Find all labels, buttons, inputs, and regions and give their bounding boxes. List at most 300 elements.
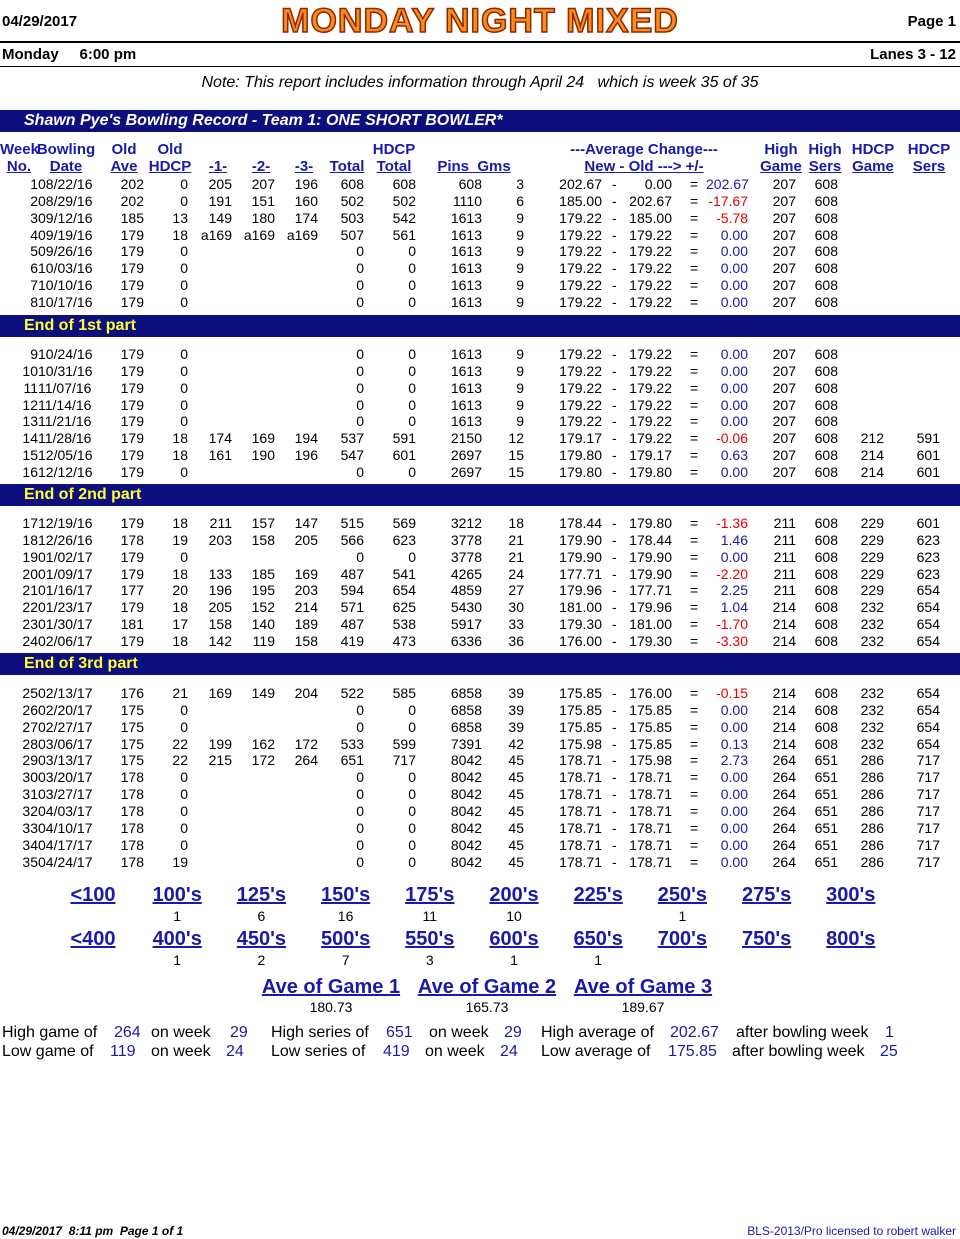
cell-4: 196 (208, 582, 232, 599)
cell-15: 608 (814, 176, 838, 192)
cell-15: 608 (814, 582, 838, 599)
cell-1: 12/19/16 (38, 515, 93, 531)
equals-sign: = (690, 226, 699, 243)
cell-1: 02/06/17 (38, 632, 93, 649)
cell-4: 149 (208, 209, 232, 226)
series-bucket-label: 500's (320, 928, 371, 950)
cell-7: 0 (356, 548, 364, 565)
cell-13: -3.30 (716, 632, 748, 649)
cell-4: 205 (208, 176, 232, 192)
cell-12: 177.71 (629, 582, 672, 599)
cell-7: 0 (356, 853, 364, 870)
cell-3: 0 (180, 277, 188, 294)
cell-15: 608 (814, 413, 838, 430)
cell-2: 179 (120, 226, 144, 243)
low-average-week: 25 (880, 1043, 898, 1060)
cell-17: 717 (916, 853, 940, 870)
cell-17: 717 (916, 752, 940, 769)
cell-9: 1613 (450, 379, 482, 396)
cell-12: 179.90 (629, 565, 672, 582)
equals-sign: = (690, 769, 699, 786)
cell-4: 199 (208, 735, 232, 752)
col-game2: -2- (251, 158, 271, 175)
cell-8: 0 (408, 853, 416, 870)
cell-2: 177 (120, 582, 144, 599)
cell-2: 179 (120, 447, 144, 464)
cell-9: 1613 (450, 260, 482, 277)
table-row (0, 786, 960, 803)
cell-5: 119 (252, 632, 275, 649)
cell-5: 162 (251, 735, 275, 752)
cell-13: 202.67 (706, 176, 749, 192)
cell-2: 178 (120, 786, 144, 803)
cell-10: 45 (508, 853, 524, 870)
cell-0: 19 (22, 548, 38, 565)
cell-12: 176.00 (629, 685, 672, 701)
cell-17: 717 (916, 802, 940, 819)
cell-9: 6858 (450, 701, 482, 718)
cell-16: 232 (860, 735, 884, 752)
cell-13: 0.00 (720, 718, 748, 735)
part-end-label: End of 2nd part (24, 486, 142, 503)
cell-13: -1.70 (716, 616, 748, 633)
cell-2: 179 (120, 599, 144, 616)
cell-7: 0 (356, 802, 364, 819)
minus-sign: - (612, 769, 617, 786)
cell-10: 21 (508, 531, 524, 548)
table-row (0, 566, 960, 583)
cell-1: 03/13/17 (38, 752, 93, 769)
cell-15: 608 (814, 209, 838, 226)
cell-14: 207 (772, 192, 796, 209)
minus-sign: - (612, 277, 617, 294)
cell-9: 2150 (450, 430, 482, 447)
cell-2: 179 (120, 413, 144, 430)
cell-5: 169 (251, 430, 275, 447)
cell-12: 178.71 (629, 853, 672, 870)
table-row (0, 582, 960, 599)
cell-3: 0 (180, 701, 188, 718)
cell-1: 09/19/16 (38, 226, 93, 243)
cell-15: 608 (814, 515, 838, 531)
col-pins-games: Pins Gms (437, 158, 511, 175)
equals-sign: = (690, 786, 699, 803)
low-series-value: 419 (383, 1043, 410, 1060)
cell-14: 214 (772, 599, 796, 616)
cell-10: 9 (516, 396, 524, 413)
cell-16: 232 (860, 616, 884, 633)
cell-13: 0.00 (720, 836, 748, 853)
cell-13: 0.00 (720, 293, 748, 310)
cell-3: 0 (180, 819, 188, 836)
equals-sign: = (690, 685, 699, 701)
equals-sign: = (690, 396, 699, 413)
cell-3: 18 (172, 599, 188, 616)
minus-sign: - (612, 413, 617, 430)
table-row (0, 227, 960, 244)
table-row (0, 702, 960, 719)
part-end-bar (0, 653, 960, 675)
cell-9: 8042 (450, 819, 482, 836)
cell-1: 03/06/17 (38, 735, 93, 752)
cell-10: 24 (508, 565, 524, 582)
cell-2: 179 (120, 632, 144, 649)
cell-9: 1613 (450, 243, 482, 260)
cell-8: 473 (392, 632, 416, 649)
col-hdcp-game: HDCP Game (851, 141, 895, 175)
series-bucket-count: 1 (173, 952, 182, 968)
cell-6: 160 (294, 192, 318, 209)
minus-sign: - (612, 582, 617, 599)
cell-4: 142 (208, 632, 232, 649)
game-bucket-label: <100 (70, 884, 116, 906)
cell-13: 0.00 (720, 379, 748, 396)
col-game3: -3- (294, 158, 314, 175)
cell-9: 8042 (450, 853, 482, 870)
cell-13: 0.00 (720, 277, 748, 294)
cell-12: 179.22 (629, 413, 672, 430)
minus-sign: - (612, 515, 617, 531)
cell-14: 207 (772, 463, 796, 480)
cell-2: 175 (120, 701, 144, 718)
cell-0: 29 (22, 752, 38, 769)
cell-3: 0 (180, 836, 188, 853)
cell-12: 179.22 (629, 379, 672, 396)
cell-10: 15 (508, 463, 524, 480)
cell-6: 196 (294, 176, 318, 192)
high-average-after: after bowling week (736, 1024, 869, 1041)
equals-sign: = (690, 565, 699, 582)
cell-2: 179 (120, 293, 144, 310)
table-row (0, 719, 960, 736)
game-bucket-label: 175's (405, 884, 455, 906)
cell-7: 487 (340, 616, 364, 633)
lanes-label: Lanes 3 - 12 (870, 46, 956, 63)
cell-12: 178.71 (629, 802, 672, 819)
cell-1: 01/30/17 (38, 616, 93, 633)
game-bucket-count: 1 (173, 908, 182, 924)
cell-0: 18 (22, 531, 38, 548)
cell-14: 207 (772, 260, 796, 277)
equals-sign: = (690, 260, 699, 277)
cell-5: 151 (251, 192, 275, 209)
cell-2: 176 (120, 685, 144, 701)
cell-16: 286 (860, 836, 884, 853)
equals-sign: = (690, 632, 699, 649)
cell-3: 0 (180, 786, 188, 803)
cell-3: 0 (180, 396, 188, 413)
equals-sign: = (690, 293, 699, 310)
cell-8: 502 (392, 192, 416, 209)
cell-11: 179.90 (559, 548, 602, 565)
cell-0: 5 (30, 243, 38, 260)
cell-2: 178 (120, 769, 144, 786)
cell-1: 12/26/16 (38, 531, 93, 548)
game-bucket-label: 150's (320, 884, 371, 906)
cell-6: 158 (294, 632, 318, 649)
minus-sign: - (612, 853, 617, 870)
game-bucket-label: 200's (489, 884, 539, 906)
cell-6: 189 (294, 616, 318, 633)
cell-8: 0 (408, 362, 416, 379)
cell-10: 39 (508, 718, 524, 735)
cell-12: 179.22 (629, 362, 672, 379)
cell-12: 175.85 (629, 718, 672, 735)
cell-11: 179.80 (559, 447, 602, 464)
cell-7: 0 (356, 396, 364, 413)
minus-sign: - (612, 802, 617, 819)
cell-1: 11/21/16 (38, 413, 92, 430)
cell-15: 651 (814, 836, 838, 853)
cell-16: 232 (860, 718, 884, 735)
cell-3: 18 (172, 515, 188, 531)
cell-12: 0.00 (644, 176, 672, 192)
cell-7: 503 (340, 209, 364, 226)
cell-5: 157 (251, 515, 275, 531)
cell-13: 0.00 (720, 786, 748, 803)
cell-15: 608 (814, 685, 838, 701)
equals-sign: = (690, 243, 699, 260)
cell-13: 0.63 (720, 447, 748, 464)
minus-sign: - (612, 293, 617, 310)
minus-sign: - (612, 176, 617, 192)
cell-3: 0 (180, 293, 188, 310)
cell-3: 0 (180, 413, 188, 430)
cell-6: 204 (294, 685, 318, 701)
cell-6: 147 (294, 515, 318, 531)
table-row (0, 616, 960, 633)
cell-14: 264 (772, 786, 796, 803)
cell-12: 178.71 (629, 819, 672, 836)
minus-sign: - (612, 701, 617, 718)
minus-sign: - (612, 209, 617, 226)
cell-12: 179.22 (629, 277, 672, 294)
cell-7: 0 (356, 718, 364, 735)
cell-5: 158 (251, 531, 275, 548)
cell-1: 03/20/17 (38, 769, 93, 786)
cell-17: 654 (916, 685, 940, 701)
minus-sign: - (612, 752, 617, 769)
cell-7: 0 (356, 413, 364, 430)
cell-7: 0 (356, 463, 364, 480)
table-row (0, 599, 960, 616)
cell-14: 211 (773, 531, 796, 548)
cell-16: 286 (860, 819, 884, 836)
col-high-sers: High Sers (808, 141, 842, 175)
table-row (0, 854, 960, 871)
cell-13: 0.00 (720, 769, 748, 786)
table-row (0, 464, 960, 481)
cell-2: 179 (120, 260, 144, 277)
cell-2: 179 (120, 396, 144, 413)
cell-8: 608 (392, 176, 416, 192)
cell-1: 02/20/17 (38, 701, 93, 718)
cell-10: 45 (508, 802, 524, 819)
cell-0: 15 (22, 447, 38, 464)
series-bucket-label: 800's (826, 928, 876, 950)
cell-16: 286 (860, 853, 884, 870)
cell-16: 214 (860, 463, 884, 480)
cell-11: 178.71 (559, 836, 602, 853)
cell-12: 179.22 (629, 243, 672, 260)
cell-17: 717 (916, 836, 940, 853)
low-average-value: 175.85 (668, 1043, 717, 1060)
cell-15: 608 (814, 531, 838, 548)
cell-12: 179.96 (629, 599, 672, 616)
cell-10: 9 (516, 413, 524, 430)
cell-3: 18 (172, 226, 188, 243)
cell-7: 0 (356, 836, 364, 853)
league-day-time: Monday 6:00 pm (2, 46, 137, 63)
cell-3: 0 (180, 379, 188, 396)
table-row (0, 430, 960, 447)
cell-14: 211 (773, 565, 796, 582)
footer-timestamp: 04/29/2017 8:11 pm Page 1 of 1 (2, 1224, 184, 1238)
cell-1: 01/16/17 (38, 582, 93, 599)
cell-9: 1613 (450, 226, 482, 243)
cell-10: 39 (508, 685, 524, 701)
minus-sign: - (612, 836, 617, 853)
cell-7: 419 (340, 632, 364, 649)
equals-sign: = (690, 802, 699, 819)
cell-17: 654 (916, 718, 940, 735)
game-bucket-label: 100's (152, 884, 202, 906)
series-bucket-count: 3 (425, 952, 434, 968)
low-average-label: Low average of (541, 1043, 651, 1060)
cell-2: 179 (120, 515, 144, 531)
cell-8: 0 (408, 718, 416, 735)
cell-14: 214 (772, 632, 796, 649)
cell-13: 1.46 (720, 531, 748, 548)
cell-13: 0.00 (720, 396, 748, 413)
cell-2: 179 (120, 346, 144, 362)
header-rule (0, 41, 960, 43)
cell-17: 654 (916, 735, 940, 752)
cell-17: 623 (916, 531, 940, 548)
col-old-hdcp: Old HDCP (148, 141, 192, 175)
equals-sign: = (690, 379, 699, 396)
cell-15: 608 (814, 362, 838, 379)
minus-sign: - (612, 735, 617, 752)
cell-8: 561 (392, 226, 416, 243)
cell-10: 9 (516, 226, 524, 243)
cell-1: 01/09/17 (38, 565, 93, 582)
cell-1: 12/12/16 (38, 463, 93, 480)
game-bucket-label: 125's (236, 884, 287, 906)
cell-8: 623 (392, 531, 416, 548)
equals-sign: = (690, 548, 699, 565)
table-header (0, 141, 960, 175)
series-bucket-label: 400's (152, 928, 202, 950)
cell-14: 207 (772, 209, 796, 226)
cell-0: 12 (22, 396, 38, 413)
cell-12: 178.71 (629, 786, 672, 803)
cell-9: 1613 (450, 362, 482, 379)
cell-11: 175.85 (559, 701, 602, 718)
cell-10: 3 (516, 176, 524, 192)
cell-8: 0 (408, 802, 416, 819)
cell-13: -0.06 (716, 430, 748, 447)
cell-4: 205 (208, 599, 232, 616)
cell-0: 4 (30, 226, 38, 243)
equals-sign: = (690, 582, 699, 599)
cell-3: 0 (180, 176, 188, 192)
cell-7: 507 (340, 226, 364, 243)
cell-14: 207 (772, 277, 796, 294)
cell-15: 608 (814, 599, 838, 616)
cell-14: 207 (772, 226, 796, 243)
cell-8: 0 (408, 396, 416, 413)
cell-9: 1613 (450, 277, 482, 294)
cell-9: 1613 (450, 396, 482, 413)
cell-13: -17.67 (708, 192, 748, 209)
cell-16: 229 (860, 582, 884, 599)
cell-2: 175 (120, 735, 144, 752)
cell-2: 178 (120, 819, 144, 836)
cell-4: 158 (208, 616, 232, 633)
minus-sign: - (612, 192, 617, 209)
cell-12: 178.71 (629, 769, 672, 786)
cell-3: 22 (172, 752, 188, 769)
game-bucket-count: 10 (506, 908, 522, 924)
cell-0: 21 (22, 582, 38, 599)
part-end-label: End of 3rd part (24, 655, 138, 672)
report-date: 04/29/2017 (2, 13, 78, 30)
minus-sign: - (612, 565, 617, 582)
cell-7: 0 (356, 293, 364, 310)
cell-0: 26 (22, 701, 38, 718)
cell-12: 181.00 (629, 616, 672, 633)
table-row (0, 380, 960, 397)
table-row (0, 413, 960, 430)
cell-9: 5430 (450, 599, 482, 616)
cell-11: 175.98 (559, 735, 602, 752)
cell-9: 1613 (450, 413, 482, 430)
cell-13: -0.15 (716, 685, 748, 701)
cell-14: 207 (772, 413, 796, 430)
cell-0: 3 (30, 209, 38, 226)
equals-sign: = (690, 346, 699, 362)
ave-game1-value: 180.73 (309, 999, 353, 1015)
equals-sign: = (690, 531, 699, 548)
cell-16: 286 (860, 752, 884, 769)
cell-2: 178 (120, 853, 144, 870)
cell-3: 0 (180, 718, 188, 735)
cell-13: 0.00 (720, 226, 748, 243)
cell-1: 08/29/16 (38, 192, 93, 209)
cell-2: 175 (120, 718, 144, 735)
cell-14: 207 (772, 176, 796, 192)
cell-9: 8042 (450, 786, 482, 803)
cell-11: 179.22 (559, 396, 602, 413)
cell-14: 214 (772, 701, 796, 718)
high-average-week: 1 (885, 1024, 894, 1041)
cell-0: 13 (22, 413, 38, 430)
cell-15: 608 (814, 616, 838, 633)
cell-5: a169 (243, 226, 275, 243)
cell-6: 264 (294, 752, 318, 769)
cell-1: 10/31/16 (38, 362, 93, 379)
cell-15: 651 (814, 853, 838, 870)
cell-11: 178.71 (559, 853, 602, 870)
cell-11: 179.22 (559, 413, 602, 430)
cell-10: 15 (508, 447, 524, 464)
ave-game1-label: Ave of Game 1 (261, 976, 401, 998)
cell-5: 152 (251, 599, 275, 616)
cell-11: 175.85 (559, 685, 602, 701)
cell-7: 0 (356, 260, 364, 277)
cell-5: 140 (251, 616, 275, 633)
